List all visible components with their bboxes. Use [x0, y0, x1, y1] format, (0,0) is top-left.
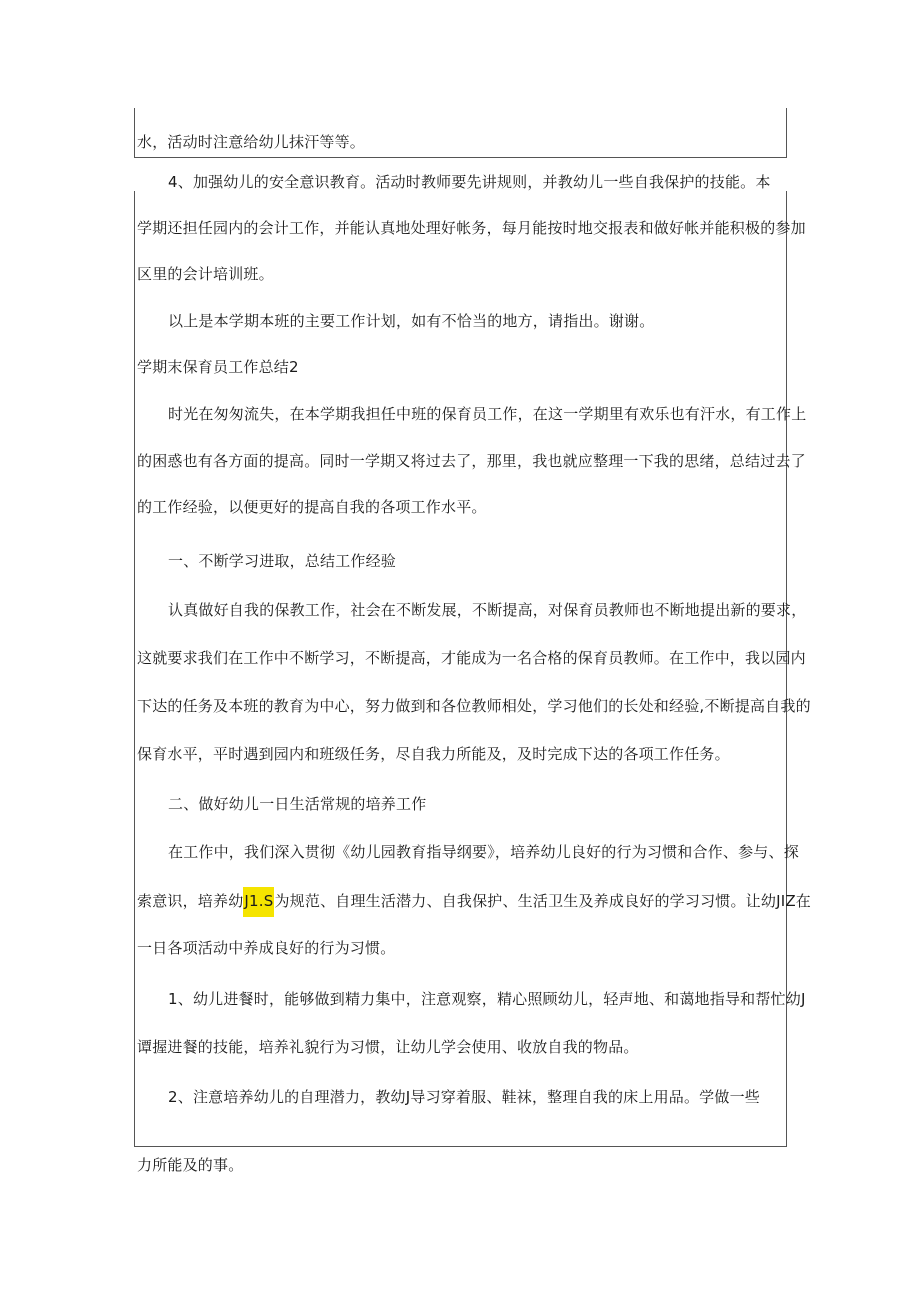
heading-2: 二、做好幼儿一日生活常规的培养工作 [168, 795, 427, 813]
p2-line-1: 在工作中，我们深入贯彻《幼儿园教育指导纲要》，培养幼儿良好的行为习惯和合作、参与、探 [168, 843, 799, 861]
heading-1: 一、不断学习进取，总结工作经验 [168, 552, 397, 570]
intro-line-2: 的困惑也有各方面的提高。同时一学期又将过去了，那里，我也就应整理一下我的思绪，总结过去了 [137, 452, 806, 470]
p2-line-2 [137, 891, 811, 911]
p1-line-4: 保育水平，平时遇到园内和班级任务，尽自我力所能及，及时完成下达的各项工作任务。 [137, 745, 730, 763]
p2-line-3: 一日各项活动中养成良好的行为习惯。 [137, 939, 396, 957]
intro-line-1: 时光在匆匆流失，在本学期我担任中班的保育员工作，在这一学期里有欢乐也有汗水，有工作上 [168, 405, 807, 423]
p1-line-1: 认真做好自我的保教工作，社会在不断发展，不断提高，对保育员教师也不断地提出新的要求， [168, 601, 807, 619]
top-frame-left-border [134, 108, 135, 158]
p3-line-1: 1、幼儿进餐时，能够做到精力集中，注意观察，精心照顾幼儿，轻声地、和蔼地指导和帮忙幼J [168, 990, 806, 1008]
top-frame-right-border [786, 108, 787, 158]
p1-line-3: 下达的任务及本班的教育为中心，努力做到和各位教师相处，学习他们的长处和经验,不断提高自我的 [137, 697, 811, 715]
p4-line-1: 2、注意培养幼儿的自理潜力，教幼J导习穿着服、鞋袜，整理自我的床上用品。学做一些 [168, 1088, 760, 1106]
section-title: 学期末保育员工作总结2 [137, 358, 299, 376]
top-frame-bottom-border [134, 157, 787, 158]
main-frame-left-border [134, 191, 135, 1147]
para-4-line-2: 学期还担任园内的会计工作，并能认真地处理好帐务，每月能按时地交报表和做好帐并能积极的参加 [137, 219, 806, 237]
p1-line-2: 这就要求我们在工作中不断学习，不断提高，才能成为一名合格的保育员教师。在工作中，我以园内 [137, 649, 806, 667]
intro-line-3: 的工作经验，以便更好的提高自我的各项工作水平。 [137, 498, 487, 516]
para-4-line-3: 区里的会计培训班。 [137, 265, 274, 283]
p3-line-2: 谭握进餐的技能，培养礼貌行为习惯，让幼儿学会使用、收放自我的物品。 [137, 1038, 639, 1056]
main-frame-bottom-border [134, 1146, 787, 1147]
bottom-line: 力所能及的事。 [137, 1156, 244, 1174]
top-cell-text: 水，活动时注意给幼儿抹汗等等。 [137, 133, 366, 151]
closing-line: 以上是本学期本班的主要工作计划，如有不恰当的地方，请指出。谢谢。 [168, 312, 655, 330]
para-4-line-1: 4、加强幼儿的安全意识教育。活动时教师要先讲规则，并教幼儿一些自我保护的技能。本 [168, 173, 771, 191]
p2-line-2-start: 索意识，培养幼 [137, 892, 244, 910]
p2-line-2-end: 为规范、自理生活潜力、自我保护、生活卫生及养成良好的学习习惯。让幼JIZ在 [274, 892, 811, 910]
highlighted-text: J1.S [243, 887, 274, 917]
